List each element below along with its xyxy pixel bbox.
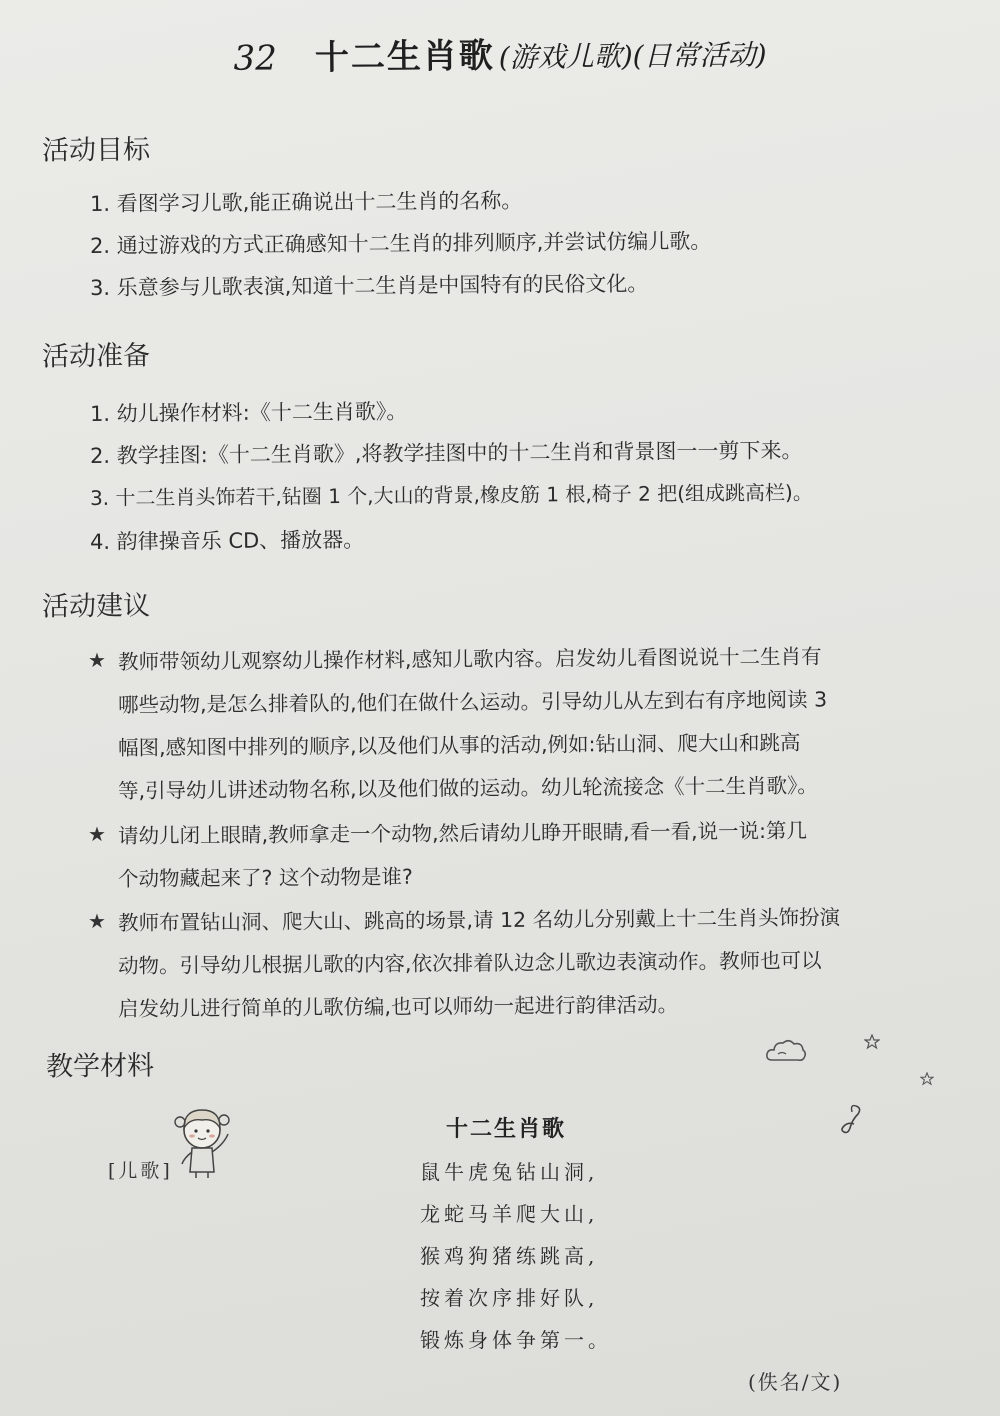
prep-item-4: 4. 韵律操音乐 CD、播放器。 bbox=[89, 527, 365, 554]
suggestion-3-line-1: 教师布置钻山洞、爬大山、跳高的场景,请 12 名幼儿分别戴上十二生肖头饰扮演 bbox=[117, 905, 841, 935]
star-doodle-icon bbox=[864, 1034, 880, 1050]
suggestion-1-line-2: 哪些动物,是怎么排着队的,他们在做什么运动。引导幼儿从左到右有序地阅读 3 bbox=[117, 687, 828, 717]
star-bullet: ★ bbox=[88, 909, 106, 933]
poem-line-2: 龙蛇马羊爬大山, bbox=[420, 1202, 599, 1226]
poem-line-3: 猴鸡狗猪练跳高, bbox=[420, 1244, 599, 1268]
suggestions-heading: 活动建议 bbox=[41, 590, 151, 623]
goal-item-3: 3. 乐意参与儿歌表演,知道十二生肖是中国特有的民俗文化。 bbox=[89, 271, 649, 300]
star-bullet: ★ bbox=[88, 822, 106, 846]
goal-item-2: 2. 通过游戏的方式正确感知十二生肖的排列顺序,并尝试仿编儿歌。 bbox=[89, 229, 712, 258]
suggestion-1-line-1: 教师带领幼儿观察幼儿操作材料,感知儿歌内容。启发幼儿看图说说十二生肖有 bbox=[117, 644, 822, 674]
lesson-number: 32 bbox=[233, 38, 278, 79]
star-bullet: ★ bbox=[88, 648, 106, 672]
suggestion-1-line-4: 等,引导幼儿讲述动物名称,以及他们做的运动。幼儿轮流接念《十二生肖歌》。 bbox=[117, 773, 818, 803]
poem-line-1: 鼠牛虎兔钻山洞, bbox=[420, 1160, 599, 1184]
prep-item-1: 1. 幼儿操作材料:《十二生肖歌》。 bbox=[89, 399, 408, 426]
cloud-icon bbox=[764, 1036, 808, 1066]
suggestion-3-line-3: 启发幼儿进行简单的儿歌仿编,也可以师幼一起进行韵律活动。 bbox=[117, 992, 679, 1021]
music-note-icon bbox=[838, 1102, 866, 1138]
poem-title: 十二生肖歌 bbox=[446, 1117, 567, 1142]
goal-item-1: 1. 看图学习儿歌,能正确说出十二生肖的名称。 bbox=[89, 188, 523, 216]
goals-heading: 活动目标 bbox=[41, 134, 151, 167]
suggestion-2-line-1: 请幼儿闭上眼睛,教师拿走一个动物,然后请幼儿睁开眼睛,看一看,说一说:第几 bbox=[117, 818, 808, 848]
child-illustration bbox=[168, 1100, 240, 1180]
lesson-title: 十二生肖歌 bbox=[314, 36, 496, 78]
prep-item-3: 3. 十二生肖头饰若干,钻圈 1 个,大山的背景,橡皮筋 1 根,椅子 2 把(组成跳高栏)。 bbox=[89, 480, 813, 510]
suggestion-1-line-3: 幅图,感知图中排列的顺序,以及他们从事的活动,例如:钻山洞、爬大山和跳高 bbox=[117, 730, 801, 760]
children-song-tag: [儿歌] bbox=[108, 1160, 173, 1182]
lesson-subtitle: (游戏儿歌)(日常活动) bbox=[498, 38, 767, 75]
prep-heading: 活动准备 bbox=[41, 340, 151, 373]
suggestion-2-line-2: 个动物藏起来了? 这个动物是谁? bbox=[117, 864, 413, 891]
prep-item-2: 2. 教学挂图:《十二生肖歌》,将教学挂图中的十二生肖和背景图一一剪下来。 bbox=[89, 438, 803, 468]
suggestion-3-line-2: 动物。引导幼儿根据儿歌的内容,依次排着队边念儿歌边表演动作。教师也可以 bbox=[117, 948, 822, 978]
author-credit: (佚名/文) bbox=[748, 1370, 843, 1394]
poem-line-4: 按着次序排好队, bbox=[420, 1286, 599, 1310]
star-doodle-icon bbox=[920, 1072, 934, 1086]
poem-line-5: 锻炼身体争第一。 bbox=[420, 1328, 612, 1352]
page-title bbox=[0, 23, 1000, 82]
materials-heading: 教学材料 bbox=[45, 1050, 155, 1083]
